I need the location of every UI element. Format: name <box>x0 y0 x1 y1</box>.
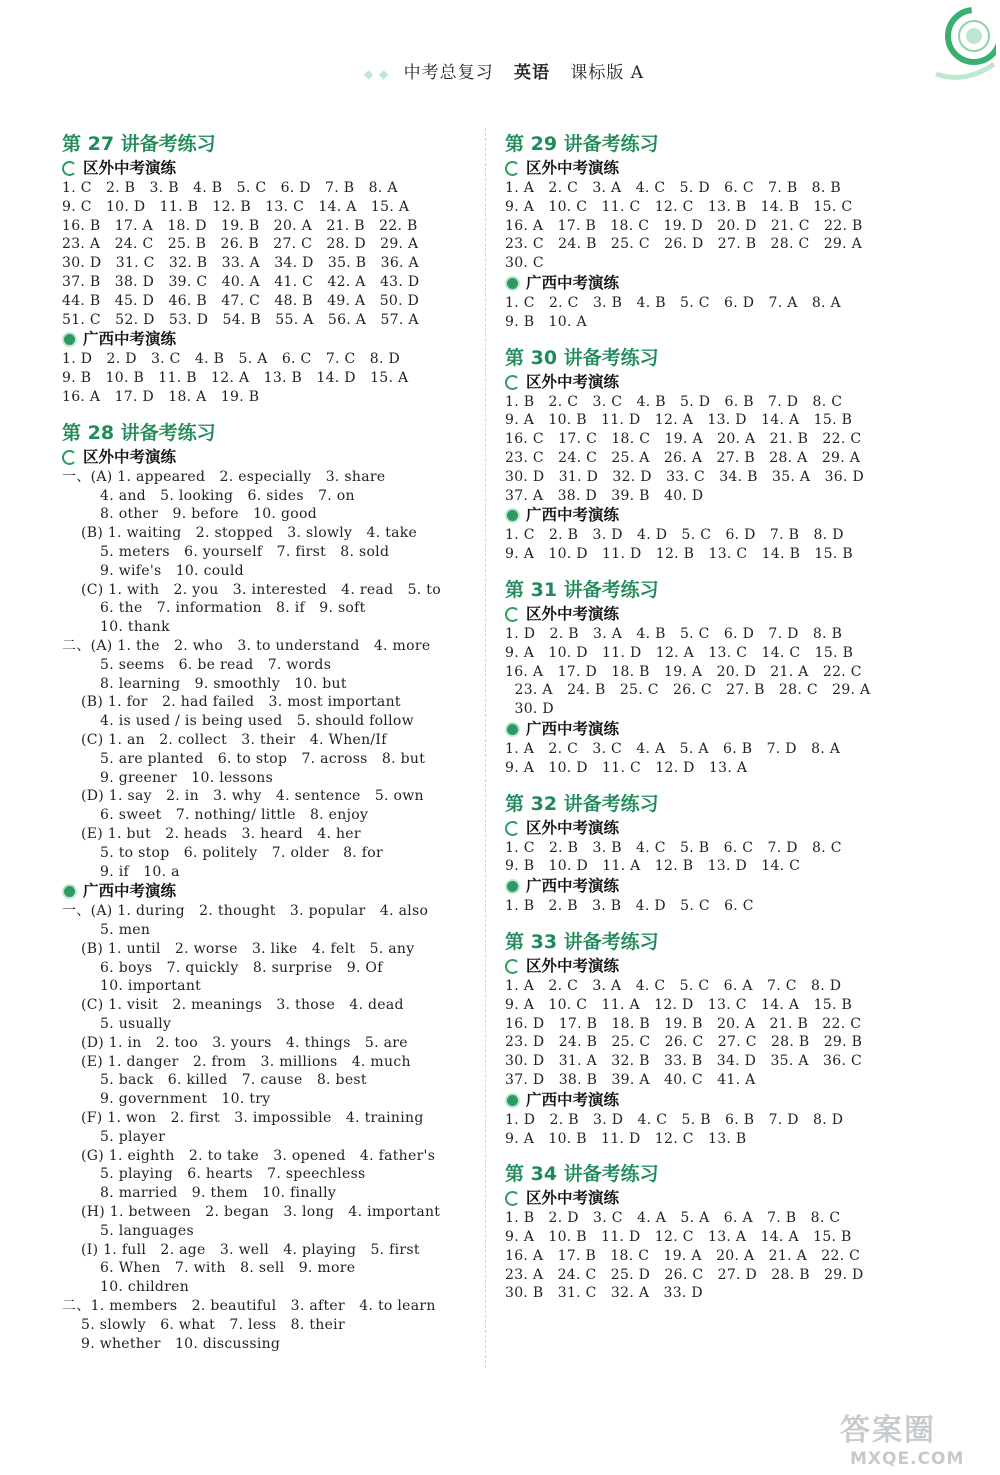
header-title: 中考总复习 <box>403 63 494 83</box>
answer-row: 16. D 17. B 18. B 19. B 20. A 21. B 22. C <box>505 1015 862 1032</box>
answer-row: (C) 1. with 2. you 3. interested 4. read 5. to <box>62 581 441 598</box>
answer-row: (C) 1. an 2. collect 3. their 4. When/If <box>62 731 387 748</box>
answer-row: 6. boys 7. quickly 8. surprise 9. Of <box>62 959 383 976</box>
answer-row: (E) 1. danger 2. from 3. millions 4. much <box>62 1053 411 1070</box>
ring-icon <box>505 1191 520 1206</box>
answer-row: (B) 1. waiting 2. stopped 3. slowly 4. take <box>62 525 418 542</box>
answer-row: 一、(A) 1. appeared 2. especially 3. share <box>62 468 386 485</box>
header-edition: 课标版 A <box>570 63 645 83</box>
section-title <box>505 876 915 897</box>
answer-row: 9. A 10. D 11. C 12. D 13. A <box>505 759 748 776</box>
watermark-logo-text: 答案圈 <box>840 1413 936 1448</box>
answer-row: (H) 1. between 2. began 3. long 4. important <box>62 1204 441 1221</box>
answer-row: 5. to stop 6. politely 7. older 8. for <box>62 844 383 861</box>
header-subject: 英语 <box>514 63 550 83</box>
flower-icon <box>62 332 77 347</box>
ring-icon <box>505 821 520 836</box>
answer-row: 44. B 45. D 46. B 47. C 48. B 49. A 50. D <box>62 292 420 309</box>
answer-row: 16. B 17. A 18. D 19. B 20. A 21. B 22. B <box>62 217 418 234</box>
answer-row: 5. are planted 6. to stop 7. across 8. but <box>62 750 426 767</box>
section-title <box>505 604 915 625</box>
section-label: 区外中考演练 <box>526 818 620 837</box>
watermark <box>840 1405 990 1467</box>
answer-row: 23. C 24. B 25. C 26. D 27. B 28. C 29. A <box>505 236 863 253</box>
section-title <box>62 447 472 468</box>
header-left-ornament: ◆ ◆ <box>363 67 390 81</box>
flower-icon <box>505 879 520 894</box>
answer-row: 9. A 10. B 11. D 12. C 13. A 14. A 15. B <box>505 1229 852 1246</box>
answer-row: (D) 1. say 2. in 3. why 4. sentence 5. own <box>62 788 424 805</box>
answer-row: 16. C 17. C 18. C 19. A 20. A 21. B 22. C <box>505 431 862 448</box>
ring-icon <box>62 450 77 465</box>
section-title <box>62 158 472 179</box>
answer-row: 1. A 2. C 3. A 4. C 5. C 6. A 7. C 8. D <box>505 977 842 994</box>
answer-row: 1. C 2. B 3. B 4. B 5. C 6. D 7. B 8. A <box>62 180 398 196</box>
flower-icon <box>62 884 77 899</box>
section-label: 区外中考演练 <box>526 604 620 623</box>
answer-row: 8. other 9. before 10. good <box>62 506 317 523</box>
lecture-block <box>62 132 472 407</box>
answer-row: 8. married 9. them 10. finally <box>62 1185 337 1202</box>
answer-row: 6. sweet 7. nothing/ little 8. enjoy <box>62 807 369 824</box>
answer-row: 9. government 10. try <box>62 1091 271 1108</box>
section-label: 广西中考演练 <box>526 1090 620 1109</box>
answer-row: 37. D 38. B 39. A 40. C 41. A <box>505 1071 756 1088</box>
section-title <box>62 881 472 902</box>
section-label: 区外中考演练 <box>526 372 620 391</box>
answer-row: 1. B 2. B 3. B 4. D 5. C 6. C <box>505 898 754 915</box>
answer-row: 23. A 24. C 25. D 26. C 27. D 28. B 29. D <box>505 1266 864 1283</box>
answer-row: 9. B 10. B 11. B 12. A 13. B 14. D 15. A <box>62 370 409 387</box>
answer-row: 23. A 24. C 25. B 26. B 27. C 28. D 29. A <box>62 236 419 253</box>
section-title <box>62 329 472 350</box>
answer-row: 16. A 17. B 18. C 19. D 20. D 21. C 22. B <box>505 217 863 234</box>
answer-row: 二、(A) 1. the 2. who 3. to understand 4. more <box>62 637 431 654</box>
answer-row: (F) 1. won 2. first 3. impossible 4. training <box>62 1110 424 1127</box>
answer-row: 9. A 10. D 11. D 12. B 13. C 14. B 15. B <box>505 546 853 563</box>
section-label: 区外中考演练 <box>526 1189 620 1208</box>
answer-row: 4. and 5. looking 6. sides 7. on <box>62 487 355 504</box>
ring-icon <box>505 607 520 622</box>
answer-row: 一、(A) 1. during 2. thought 3. popular 4. also <box>62 903 429 920</box>
answer-row: 30. D <box>505 701 554 718</box>
answer-row: 9. whether 10. discussing <box>62 1335 281 1352</box>
section-label: 广西中考演练 <box>83 882 177 901</box>
section-label: 区外中考演练 <box>83 447 177 466</box>
lecture-title: 第 30 讲备考练习 <box>505 346 659 369</box>
answer-row: 23. A 24. B 25. C 26. C 27. B 28. C 29. A <box>505 682 871 699</box>
lecture-block <box>505 792 915 916</box>
answer-row: 10. children <box>62 1279 190 1296</box>
answer-row: 30. C <box>505 255 544 272</box>
answer-row: 9. A 10. D 11. D 12. A 13. C 14. C 15. B <box>505 644 854 661</box>
ring-icon <box>505 375 520 390</box>
answer-row: 1. D 2. B 3. D 4. C 5. B 6. B 7. D 8. D <box>505 1111 844 1128</box>
section-title <box>505 505 915 526</box>
answer-row: 37. B 38. D 39. C 40. A 41. C 42. A 43. D <box>62 273 420 290</box>
answer-row: 9. A 10. C 11. C 12. C 13. B 14. B 15. C <box>505 198 853 215</box>
section-title <box>505 1188 915 1209</box>
answer-row: 6. the 7. information 8. if 9. soft <box>62 600 366 617</box>
section-title <box>505 956 915 977</box>
answer-row: 51. C 52. D 53. D 54. B 55. A 56. A 57. A <box>62 311 419 328</box>
page-header <box>0 58 1000 83</box>
lecture-title: 第 33 讲备考练习 <box>505 930 659 953</box>
answer-row: 16. A 17. B 18. C 19. A 20. A 21. A 22. C <box>505 1247 861 1264</box>
right-column <box>505 132 915 1317</box>
answer-row: 8. learning 9. smoothly 10. but <box>62 675 347 692</box>
answer-row: 9. greener 10. lessons <box>62 769 274 786</box>
lecture-block <box>505 132 915 332</box>
answer-row: 9. B 10. D 11. A 12. B 13. D 14. C <box>505 858 801 875</box>
answer-row: 16. A 17. D 18. B 19. A 20. D 21. A 22. C <box>505 663 862 680</box>
answer-row: 二、1. members 2. beautiful 3. after 4. to learn <box>62 1298 436 1315</box>
answer-row: 5. meters 6. yourself 7. first 8. sold <box>62 543 390 560</box>
answer-row: 9. A 10. B 11. D 12. C 13. B <box>505 1130 747 1147</box>
flower-icon <box>505 1093 520 1108</box>
section-label: 广西中考演练 <box>83 330 177 349</box>
section-title <box>505 273 915 294</box>
answer-row: 10. important <box>62 978 202 995</box>
lecture-title: 第 28 讲备考练习 <box>62 421 216 444</box>
answer-row: 23. D 24. B 25. C 26. C 27. C 28. B 29. B <box>505 1034 863 1051</box>
answer-row: 5. languages <box>62 1222 195 1239</box>
lecture-block <box>505 578 915 778</box>
answer-row: 9. A 10. C 11. A 12. D 13. C 14. A 15. B <box>505 996 853 1013</box>
answer-row: 1. D 2. B 3. A 4. B 5. C 6. D 7. D 8. B <box>505 625 843 642</box>
answer-row: 1. D 2. D 3. C 4. B 5. A 6. C 7. C 8. D <box>62 351 401 368</box>
lecture-title: 第 31 讲备考练习 <box>505 578 659 601</box>
watermark-url: MXQE.COM <box>850 1449 965 1469</box>
lecture-block <box>505 346 915 564</box>
section-title <box>505 372 915 393</box>
answer-row: 5. back 6. killed 7. cause 8. best <box>62 1072 367 1089</box>
answer-row: 37. A 38. D 39. B 40. D <box>505 487 704 504</box>
answer-row: 6. When 7. with 8. sell 9. more <box>62 1260 356 1277</box>
answer-row: 30. D 31. C 32. B 33. A 34. D 35. B 36. A <box>62 255 419 272</box>
answer-row: (B) 1. until 2. worse 3. like 4. felt 5. any <box>62 940 415 957</box>
section-label: 广西中考演练 <box>526 273 620 292</box>
answer-row: 1. C 2. B 3. D 4. D 5. C 6. D 7. B 8. D <box>505 527 844 544</box>
answer-row: 30. D 31. A 32. B 33. B 34. D 35. A 36. C <box>505 1053 862 1070</box>
section-label: 广西中考演练 <box>526 877 620 896</box>
answer-row: 23. C 24. C 25. A 26. A 27. B 28. A 29. A <box>505 449 861 466</box>
answer-row: (E) 1. but 2. heads 3. heard 4. her <box>62 825 361 842</box>
answer-row: (D) 1. in 2. too 3. yours 4. things 5. are <box>62 1034 408 1051</box>
section-label: 区外中考演练 <box>83 159 177 177</box>
section-title <box>505 158 915 179</box>
answer-row: (B) 1. for 2. had failed 3. most important <box>62 694 401 711</box>
lecture-title: 第 34 讲备考练习 <box>505 1163 659 1186</box>
section-label: 区外中考演练 <box>526 159 620 177</box>
section-label: 广西中考演练 <box>526 506 620 525</box>
ring-icon <box>505 959 520 974</box>
answer-row: 1. C 2. C 3. B 4. B 5. C 6. D 7. A 8. A <box>505 294 841 311</box>
answer-row: (I) 1. full 2. age 3. well 4. playing 5. first <box>62 1241 420 1258</box>
answer-row: 5. usually <box>62 1016 172 1033</box>
answer-row: (G) 1. eighth 2. to take 3. opened 4. father's <box>62 1147 436 1164</box>
answer-row: 10. thank <box>62 619 170 636</box>
column-divider <box>485 128 486 1368</box>
corner-badge-icon <box>926 4 996 104</box>
answer-row: (C) 1. visit 2. meanings 3. those 4. dead <box>62 997 404 1014</box>
answer-row: 5. men <box>62 922 151 939</box>
answer-row: 4. is used / is being used 5. should follow <box>62 713 414 730</box>
lecture-block <box>505 1162 915 1303</box>
flower-icon <box>505 276 520 291</box>
lecture-title: 第 29 讲备考练习 <box>505 133 659 155</box>
answer-row: 30. D 31. D 32. D 33. C 34. B 35. A 36. D <box>505 468 865 485</box>
lecture-block <box>505 930 915 1148</box>
ring-icon <box>505 161 520 176</box>
answer-row: 30. B 31. C 32. A 33. D <box>505 1285 703 1302</box>
lecture-title: 第 32 讲备考练习 <box>505 792 659 815</box>
lecture-title: 第 27 讲备考练习 <box>62 133 216 155</box>
flower-icon <box>505 722 520 737</box>
answer-row: 5. seems 6. be read 7. words <box>62 656 332 673</box>
section-title <box>505 1090 915 1111</box>
answer-row: 9. if 10. a <box>62 863 180 880</box>
lecture-block <box>62 421 472 1354</box>
answer-row: 5. player <box>62 1128 166 1145</box>
answer-row: 16. A 17. D 18. A 19. B <box>62 388 260 405</box>
section-title <box>505 719 915 740</box>
answer-row: 9. C 10. D 11. B 12. B 13. C 14. A 15. A <box>62 198 410 215</box>
answer-row: 5. slowly 6. what 7. less 8. their <box>62 1316 345 1333</box>
answer-row: 9. wife's 10. could <box>62 562 244 579</box>
answer-row: 9. A 10. B 11. D 12. A 13. D 14. A 15. B <box>505 412 853 429</box>
answer-row: 1. B 2. D 3. C 4. A 5. A 6. A 7. B 8. C <box>505 1210 841 1227</box>
left-column <box>62 132 472 1367</box>
answer-row: 1. C 2. B 3. B 4. C 5. B 6. C 7. D 8. C <box>505 839 842 856</box>
answer-row: 1. B 2. C 3. C 4. B 5. D 6. B 7. D 8. C <box>505 393 843 410</box>
answer-row: 1. A 2. C 3. C 4. A 5. A 6. B 7. D 8. A <box>505 740 841 757</box>
section-title <box>505 818 915 839</box>
section-label: 区外中考演练 <box>526 956 620 975</box>
section-label: 广西中考演练 <box>526 719 620 738</box>
answer-row: 9. B 10. A <box>505 313 587 330</box>
answer-row: 1. A 2. C 3. A 4. C 5. D 6. C 7. B 8. B <box>505 180 841 196</box>
answer-row: 5. playing 6. hearts 7. speechless <box>62 1166 366 1183</box>
flower-icon <box>505 508 520 523</box>
ring-icon <box>62 161 77 176</box>
